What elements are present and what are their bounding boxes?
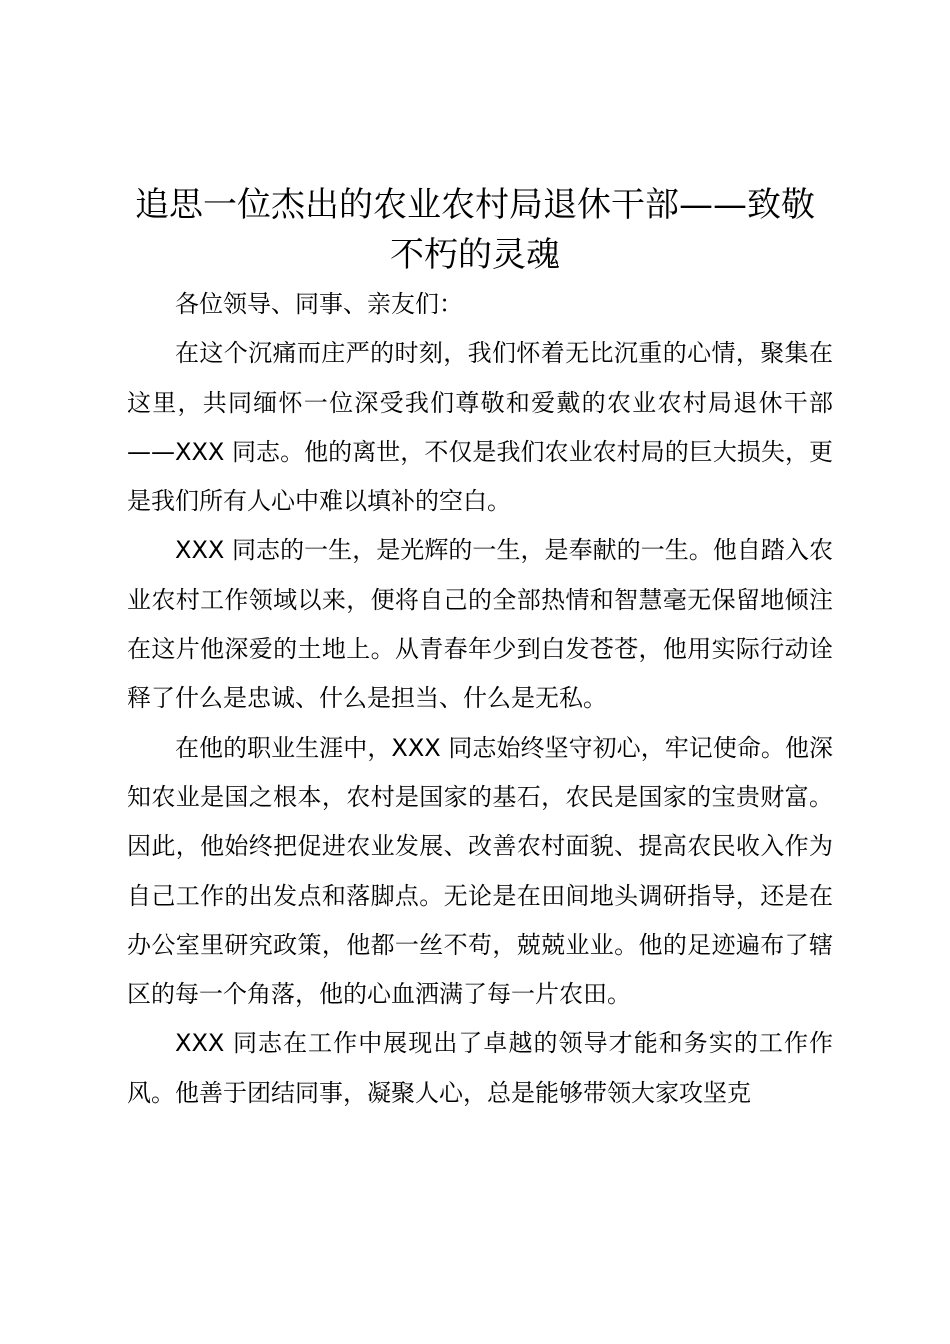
salutation-paragraph: 各位领导、同事、亲友们： — [175, 290, 463, 318]
document-body — [127, 280, 833, 1118]
body-paragraph: 在这个沉痛而庄严的时刻，我们怀着无比沉重的心情，聚集在这里，共同缅怀一位深受我们尊敬和爱戴的农业农村局退休干部——XXX 同志。他的离世，不仅是我们农业农村局的巨大损失，更是我们所有人心中难以填补的空白。 — [127, 339, 833, 516]
body-paragraph: 在他的职业生涯中，XXX 同志始终坚守初心，牢记使命。他深知农业是国之根本，农村是国家的基石，农民是国家的宝贵财富。因此，他始终把促进农业发展、改善农村面貌、提高农民收入作为自己工作的出发点和落脚点。无论是在田间地头调研指导，还是在办公室里研究政策，他都一丝不苟，兢兢业业。他的足迹遍布了辖区的每一个角落，他的心血洒满了每一片农田。 — [127, 733, 833, 1009]
document-title: 追思一位杰出的农业农村局退休干部——致敬不朽的灵魂 — [135, 185, 815, 275]
body-paragraph: XXX 同志在工作中展现出了卓越的领导才能和务实的工作作风。他善于团结同事，凝聚人心，总是能够带领大家攻坚克 — [127, 1029, 833, 1107]
body-paragraph: XXX 同志的一生，是光辉的一生，是奉献的一生。他自踏入农业农村工作领域以来，便将自己的全部热情和智慧毫无保留地倾注在这片他深爱的土地上。从青春年少到白发苍苍，他用实际行动诠释了什么是忠诚、什么是担当、什么是无私。 — [127, 536, 833, 713]
